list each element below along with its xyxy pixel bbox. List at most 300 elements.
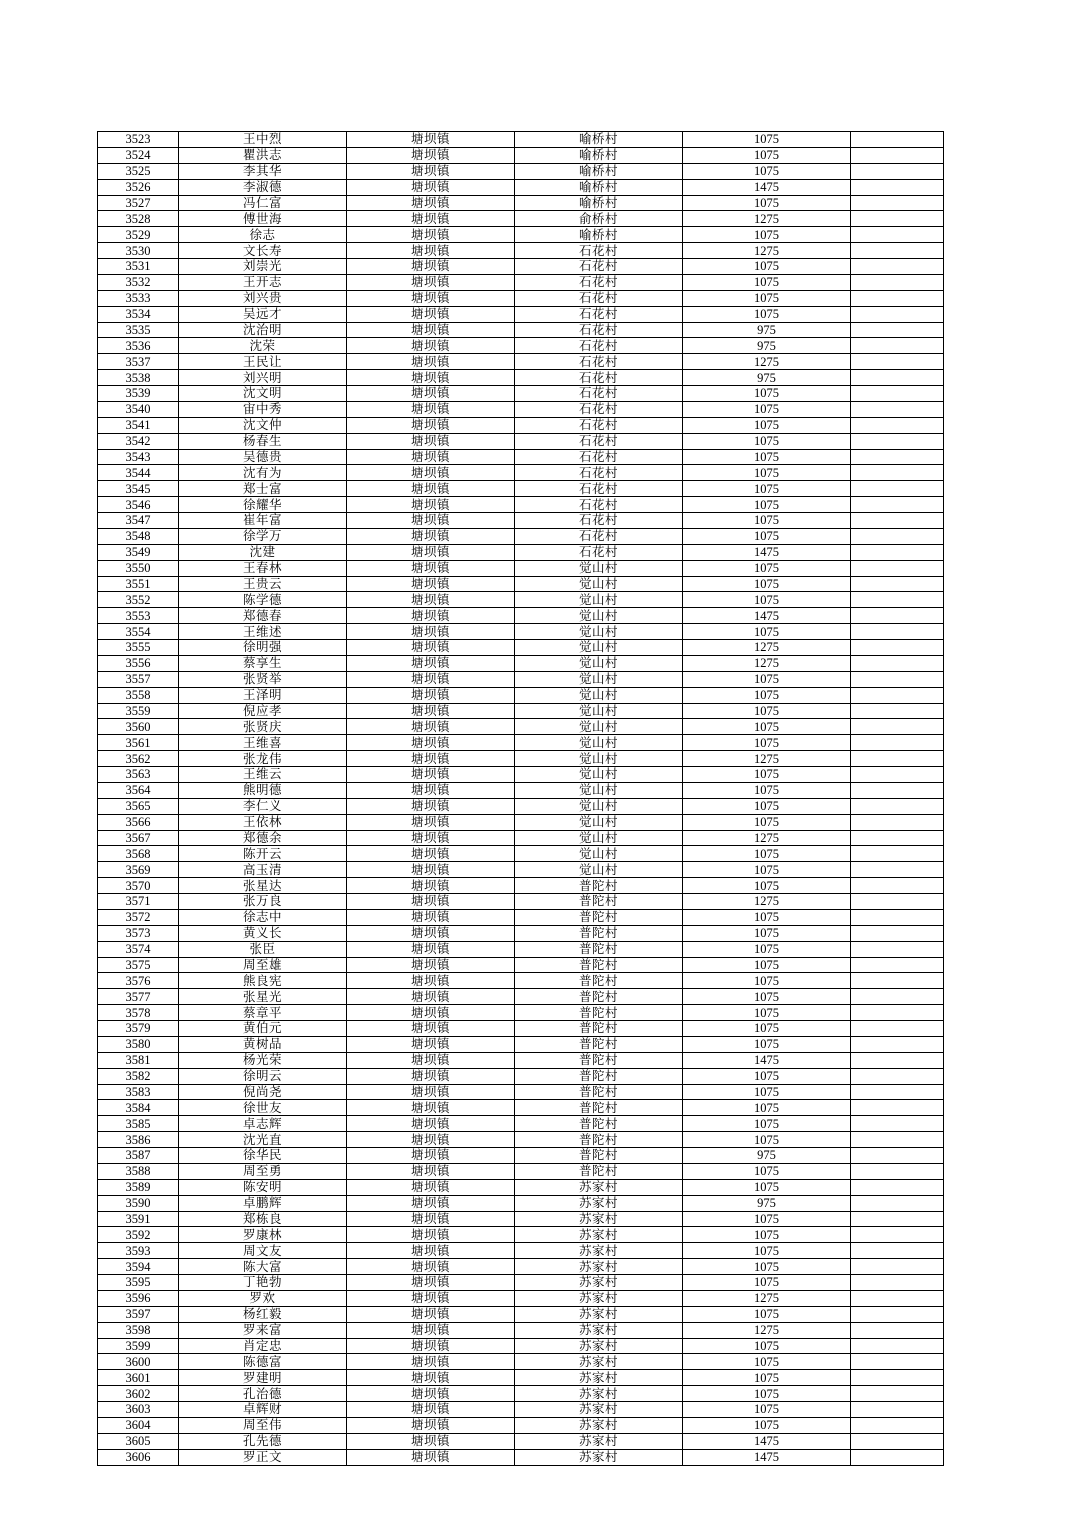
cell-note xyxy=(851,1179,944,1195)
cell-note xyxy=(851,703,944,719)
cell-note xyxy=(851,1386,944,1402)
cell-town: 塘坝镇 xyxy=(347,481,515,497)
cell-village: 普陀村 xyxy=(515,1132,683,1148)
cell-amount: 1075 xyxy=(683,846,851,862)
table-row xyxy=(98,576,944,592)
cell-number: 3605 xyxy=(98,1433,179,1449)
table-row xyxy=(98,909,944,925)
cell-village: 苏家村 xyxy=(515,1433,683,1449)
cell-amount: 1275 xyxy=(683,655,851,671)
table-row xyxy=(98,1163,944,1179)
cell-note xyxy=(851,782,944,798)
cell-town: 塘坝镇 xyxy=(347,401,515,417)
cell-note xyxy=(851,814,944,830)
cell-amount: 1075 xyxy=(683,147,851,163)
cell-amount: 1275 xyxy=(683,1322,851,1338)
cell-village: 苏家村 xyxy=(515,1275,683,1291)
table-row xyxy=(98,1148,944,1164)
cell-name: 沈荣 xyxy=(179,338,347,354)
cell-amount: 1275 xyxy=(683,1290,851,1306)
cell-name: 张贤举 xyxy=(179,671,347,687)
cell-name: 蔡享生 xyxy=(179,655,347,671)
cell-note xyxy=(851,513,944,529)
cell-amount: 1075 xyxy=(683,862,851,878)
cell-village: 石花村 xyxy=(515,274,683,290)
cell-town: 塘坝镇 xyxy=(347,782,515,798)
cell-name: 文长寿 xyxy=(179,243,347,259)
cell-name: 刘兴贵 xyxy=(179,290,347,306)
cell-village: 觉山村 xyxy=(515,735,683,751)
cell-note xyxy=(851,1021,944,1037)
cell-name: 罗建明 xyxy=(179,1370,347,1386)
cell-number: 3562 xyxy=(98,751,179,767)
cell-amount: 1075 xyxy=(683,1211,851,1227)
cell-amount: 1075 xyxy=(683,259,851,275)
table-row xyxy=(98,417,944,433)
cell-town: 塘坝镇 xyxy=(347,290,515,306)
cell-amount: 1075 xyxy=(683,1306,851,1322)
cell-name: 高玉清 xyxy=(179,862,347,878)
cell-amount: 1075 xyxy=(683,1068,851,1084)
cell-town: 塘坝镇 xyxy=(347,798,515,814)
cell-name: 陈开云 xyxy=(179,846,347,862)
table-row xyxy=(98,1306,944,1322)
table-row xyxy=(98,798,944,814)
table-row xyxy=(98,163,944,179)
cell-amount: 1475 xyxy=(683,1052,851,1068)
cell-village: 石花村 xyxy=(515,544,683,560)
cell-village: 觉山村 xyxy=(515,846,683,862)
table-row xyxy=(98,671,944,687)
cell-amount: 1075 xyxy=(683,290,851,306)
table-row xyxy=(98,259,944,275)
cell-village: 苏家村 xyxy=(515,1306,683,1322)
cell-number: 3543 xyxy=(98,449,179,465)
cell-note xyxy=(851,624,944,640)
cell-name: 冯仁富 xyxy=(179,195,347,211)
table-row xyxy=(98,1036,944,1052)
cell-name: 王维云 xyxy=(179,767,347,783)
cell-village: 普陀村 xyxy=(515,878,683,894)
cell-number: 3602 xyxy=(98,1386,179,1402)
cell-note xyxy=(851,1449,944,1465)
cell-town: 塘坝镇 xyxy=(347,624,515,640)
table-row xyxy=(98,243,944,259)
cell-village: 苏家村 xyxy=(515,1259,683,1275)
cell-note xyxy=(851,481,944,497)
cell-name: 徐明云 xyxy=(179,1068,347,1084)
table-row xyxy=(98,497,944,513)
cell-number: 3549 xyxy=(98,544,179,560)
cell-name: 黄义长 xyxy=(179,925,347,941)
cell-name: 杨光荣 xyxy=(179,1052,347,1068)
cell-amount: 1075 xyxy=(683,767,851,783)
cell-town: 塘坝镇 xyxy=(347,735,515,751)
cell-name: 杨红毅 xyxy=(179,1306,347,1322)
cell-town: 塘坝镇 xyxy=(347,370,515,386)
cell-number: 3528 xyxy=(98,211,179,227)
cell-town: 塘坝镇 xyxy=(347,846,515,862)
cell-town: 塘坝镇 xyxy=(347,1290,515,1306)
cell-note xyxy=(851,1163,944,1179)
cell-village: 觉山村 xyxy=(515,592,683,608)
cell-amount: 975 xyxy=(683,338,851,354)
table-row xyxy=(98,179,944,195)
cell-note xyxy=(851,894,944,910)
cell-amount: 1075 xyxy=(683,1163,851,1179)
cell-amount: 1075 xyxy=(683,687,851,703)
table-row xyxy=(98,1449,944,1465)
cell-note xyxy=(851,751,944,767)
cell-name: 陈德富 xyxy=(179,1354,347,1370)
cell-number: 3578 xyxy=(98,1005,179,1021)
cell-village: 苏家村 xyxy=(515,1179,683,1195)
cell-village: 石花村 xyxy=(515,290,683,306)
cell-amount: 1275 xyxy=(683,830,851,846)
cell-note xyxy=(851,386,944,402)
cell-amount: 1075 xyxy=(683,1227,851,1243)
cell-number: 3534 xyxy=(98,306,179,322)
cell-village: 普陀村 xyxy=(515,1084,683,1100)
table-row xyxy=(98,1005,944,1021)
cell-number: 3553 xyxy=(98,608,179,624)
data-table xyxy=(97,131,944,1466)
cell-note xyxy=(851,1052,944,1068)
cell-name: 孔先德 xyxy=(179,1433,347,1449)
table-row xyxy=(98,862,944,878)
cell-amount: 1075 xyxy=(683,132,851,148)
cell-note xyxy=(851,1322,944,1338)
cell-number: 3525 xyxy=(98,163,179,179)
cell-town: 塘坝镇 xyxy=(347,386,515,402)
cell-village: 普陀村 xyxy=(515,1163,683,1179)
cell-town: 塘坝镇 xyxy=(347,894,515,910)
cell-note xyxy=(851,259,944,275)
cell-number: 3604 xyxy=(98,1417,179,1433)
cell-name: 卓辉财 xyxy=(179,1402,347,1418)
cell-town: 塘坝镇 xyxy=(347,544,515,560)
cell-amount: 1075 xyxy=(683,1354,851,1370)
cell-number: 3593 xyxy=(98,1243,179,1259)
cell-note xyxy=(851,1338,944,1354)
cell-name: 沈建 xyxy=(179,544,347,560)
table-row xyxy=(98,544,944,560)
cell-number: 3532 xyxy=(98,274,179,290)
cell-note xyxy=(851,671,944,687)
cell-name: 黄伯元 xyxy=(179,1021,347,1037)
cell-name: 沈治明 xyxy=(179,322,347,338)
cell-note xyxy=(851,417,944,433)
cell-name: 吴德贵 xyxy=(179,449,347,465)
cell-amount: 1075 xyxy=(683,497,851,513)
cell-number: 3560 xyxy=(98,719,179,735)
cell-number: 3568 xyxy=(98,846,179,862)
cell-number: 3577 xyxy=(98,989,179,1005)
cell-amount: 1075 xyxy=(683,671,851,687)
cell-number: 3573 xyxy=(98,925,179,941)
cell-village: 普陀村 xyxy=(515,1116,683,1132)
cell-town: 塘坝镇 xyxy=(347,1402,515,1418)
cell-note xyxy=(851,719,944,735)
cell-amount: 1075 xyxy=(683,782,851,798)
cell-village: 苏家村 xyxy=(515,1370,683,1386)
cell-name: 陈安明 xyxy=(179,1179,347,1195)
cell-town: 塘坝镇 xyxy=(347,909,515,925)
cell-town: 塘坝镇 xyxy=(347,1354,515,1370)
cell-note xyxy=(851,735,944,751)
cell-number: 3548 xyxy=(98,528,179,544)
table-row xyxy=(98,481,944,497)
table-row xyxy=(98,719,944,735)
cell-name: 罗正文 xyxy=(179,1449,347,1465)
table-row xyxy=(98,782,944,798)
cell-number: 3538 xyxy=(98,370,179,386)
table-row xyxy=(98,703,944,719)
cell-amount: 1075 xyxy=(683,814,851,830)
cell-village: 普陀村 xyxy=(515,925,683,941)
cell-village: 觉山村 xyxy=(515,576,683,592)
cell-town: 塘坝镇 xyxy=(347,195,515,211)
cell-name: 倪尚尧 xyxy=(179,1084,347,1100)
cell-note xyxy=(851,449,944,465)
cell-note xyxy=(851,179,944,195)
cell-amount: 1075 xyxy=(683,1021,851,1037)
cell-number: 3595 xyxy=(98,1275,179,1291)
cell-village: 苏家村 xyxy=(515,1402,683,1418)
cell-village: 石花村 xyxy=(515,370,683,386)
cell-village: 普陀村 xyxy=(515,941,683,957)
table-row xyxy=(98,592,944,608)
cell-village: 喻桥村 xyxy=(515,132,683,148)
cell-village: 石花村 xyxy=(515,354,683,370)
cell-note xyxy=(851,1402,944,1418)
cell-amount: 1075 xyxy=(683,1370,851,1386)
cell-note xyxy=(851,243,944,259)
cell-town: 塘坝镇 xyxy=(347,1211,515,1227)
table-row xyxy=(98,513,944,529)
cell-village: 石花村 xyxy=(515,528,683,544)
cell-village: 石花村 xyxy=(515,481,683,497)
cell-note xyxy=(851,608,944,624)
table-row xyxy=(98,386,944,402)
cell-name: 周至勇 xyxy=(179,1163,347,1179)
cell-amount: 975 xyxy=(683,370,851,386)
table-row xyxy=(98,608,944,624)
cell-number: 3569 xyxy=(98,862,179,878)
cell-amount: 1075 xyxy=(683,1417,851,1433)
cell-name: 徐学万 xyxy=(179,528,347,544)
table-row xyxy=(98,1195,944,1211)
cell-number: 3541 xyxy=(98,417,179,433)
cell-amount: 1075 xyxy=(683,195,851,211)
cell-town: 塘坝镇 xyxy=(347,306,515,322)
cell-number: 3603 xyxy=(98,1402,179,1418)
cell-village: 觉山村 xyxy=(515,751,683,767)
cell-name: 张贤庆 xyxy=(179,719,347,735)
cell-name: 张万良 xyxy=(179,894,347,910)
cell-village: 石花村 xyxy=(515,465,683,481)
cell-amount: 975 xyxy=(683,1148,851,1164)
cell-village: 喻桥村 xyxy=(515,147,683,163)
cell-village: 苏家村 xyxy=(515,1449,683,1465)
cell-number: 3544 xyxy=(98,465,179,481)
cell-amount: 1075 xyxy=(683,1243,851,1259)
cell-note xyxy=(851,655,944,671)
cell-name: 郑栋良 xyxy=(179,1211,347,1227)
cell-town: 塘坝镇 xyxy=(347,179,515,195)
cell-amount: 1075 xyxy=(683,973,851,989)
cell-number: 3527 xyxy=(98,195,179,211)
table-row xyxy=(98,973,944,989)
cell-note xyxy=(851,211,944,227)
cell-village: 觉山村 xyxy=(515,640,683,656)
cell-name: 王民让 xyxy=(179,354,347,370)
cell-name: 黄树品 xyxy=(179,1036,347,1052)
cell-name: 徐世友 xyxy=(179,1100,347,1116)
cell-town: 塘坝镇 xyxy=(347,1005,515,1021)
cell-name: 孔治德 xyxy=(179,1386,347,1402)
cell-village: 普陀村 xyxy=(515,973,683,989)
cell-town: 塘坝镇 xyxy=(347,1148,515,1164)
cell-number: 3524 xyxy=(98,147,179,163)
table-body xyxy=(98,132,944,1466)
cell-amount: 1075 xyxy=(683,306,851,322)
cell-name: 周文友 xyxy=(179,1243,347,1259)
table-row xyxy=(98,1227,944,1243)
cell-town: 塘坝镇 xyxy=(347,878,515,894)
cell-note xyxy=(851,274,944,290)
cell-village: 觉山村 xyxy=(515,830,683,846)
cell-name: 郑德余 xyxy=(179,830,347,846)
table-row xyxy=(98,274,944,290)
cell-number: 3582 xyxy=(98,1068,179,1084)
cell-note xyxy=(851,163,944,179)
cell-amount: 975 xyxy=(683,322,851,338)
cell-amount: 1075 xyxy=(683,798,851,814)
cell-name: 周至伟 xyxy=(179,1417,347,1433)
cell-number: 3551 xyxy=(98,576,179,592)
cell-town: 塘坝镇 xyxy=(347,560,515,576)
cell-note xyxy=(851,338,944,354)
cell-number: 3596 xyxy=(98,1290,179,1306)
cell-town: 塘坝镇 xyxy=(347,1386,515,1402)
cell-amount: 1275 xyxy=(683,211,851,227)
cell-note xyxy=(851,1370,944,1386)
cell-note xyxy=(851,957,944,973)
cell-town: 塘坝镇 xyxy=(347,163,515,179)
cell-town: 塘坝镇 xyxy=(347,1068,515,1084)
cell-name: 王贵云 xyxy=(179,576,347,592)
cell-name: 王开志 xyxy=(179,274,347,290)
cell-name: 王维述 xyxy=(179,624,347,640)
cell-name: 丁艳勃 xyxy=(179,1275,347,1291)
cell-town: 塘坝镇 xyxy=(347,1449,515,1465)
table-row xyxy=(98,830,944,846)
table-row xyxy=(98,132,944,148)
cell-amount: 1475 xyxy=(683,179,851,195)
cell-note xyxy=(851,1116,944,1132)
cell-village: 觉山村 xyxy=(515,687,683,703)
cell-number: 3589 xyxy=(98,1179,179,1195)
cell-name: 李其华 xyxy=(179,163,347,179)
cell-town: 塘坝镇 xyxy=(347,830,515,846)
cell-village: 觉山村 xyxy=(515,560,683,576)
cell-village: 普陀村 xyxy=(515,1052,683,1068)
cell-amount: 1075 xyxy=(683,1275,851,1291)
cell-number: 3579 xyxy=(98,1021,179,1037)
cell-name: 王春林 xyxy=(179,560,347,576)
cell-note xyxy=(851,941,944,957)
cell-note xyxy=(851,195,944,211)
cell-number: 3558 xyxy=(98,687,179,703)
cell-number: 3587 xyxy=(98,1148,179,1164)
cell-village: 普陀村 xyxy=(515,1068,683,1084)
cell-amount: 1075 xyxy=(683,989,851,1005)
cell-amount: 1075 xyxy=(683,1132,851,1148)
cell-town: 塘坝镇 xyxy=(347,1259,515,1275)
cell-amount: 1475 xyxy=(683,1449,851,1465)
cell-note xyxy=(851,1148,944,1164)
cell-amount: 1075 xyxy=(683,1005,851,1021)
cell-number: 3529 xyxy=(98,227,179,243)
cell-note xyxy=(851,798,944,814)
cell-amount: 1475 xyxy=(683,544,851,560)
table-row xyxy=(98,1322,944,1338)
cell-name: 张星达 xyxy=(179,878,347,894)
cell-amount: 975 xyxy=(683,1195,851,1211)
table-row xyxy=(98,989,944,1005)
cell-number: 3606 xyxy=(98,1449,179,1465)
cell-note xyxy=(851,640,944,656)
cell-number: 3539 xyxy=(98,386,179,402)
cell-note xyxy=(851,1132,944,1148)
cell-note xyxy=(851,576,944,592)
cell-amount: 1075 xyxy=(683,1084,851,1100)
cell-number: 3594 xyxy=(98,1259,179,1275)
table-row xyxy=(98,528,944,544)
cell-village: 石花村 xyxy=(515,338,683,354)
cell-number: 3591 xyxy=(98,1211,179,1227)
cell-name: 张星光 xyxy=(179,989,347,1005)
cell-town: 塘坝镇 xyxy=(347,243,515,259)
cell-town: 塘坝镇 xyxy=(347,513,515,529)
table-row xyxy=(98,1290,944,1306)
cell-note xyxy=(851,370,944,386)
cell-amount: 1075 xyxy=(683,528,851,544)
cell-name: 陈大富 xyxy=(179,1259,347,1275)
cell-village: 普陀村 xyxy=(515,989,683,1005)
cell-village: 觉山村 xyxy=(515,862,683,878)
cell-amount: 1075 xyxy=(683,274,851,290)
cell-amount: 1275 xyxy=(683,751,851,767)
table-row xyxy=(98,957,944,973)
cell-amount: 1075 xyxy=(683,1402,851,1418)
cell-number: 3574 xyxy=(98,941,179,957)
table-row xyxy=(98,306,944,322)
cell-number: 3597 xyxy=(98,1306,179,1322)
cell-note xyxy=(851,1243,944,1259)
cell-village: 普陀村 xyxy=(515,1021,683,1037)
cell-name: 徐华民 xyxy=(179,1148,347,1164)
cell-town: 塘坝镇 xyxy=(347,1275,515,1291)
table-row xyxy=(98,941,944,957)
cell-name: 王维喜 xyxy=(179,735,347,751)
table-row xyxy=(98,925,944,941)
cell-note xyxy=(851,925,944,941)
cell-amount: 1075 xyxy=(683,1338,851,1354)
table-row xyxy=(98,1052,944,1068)
cell-village: 觉山村 xyxy=(515,624,683,640)
